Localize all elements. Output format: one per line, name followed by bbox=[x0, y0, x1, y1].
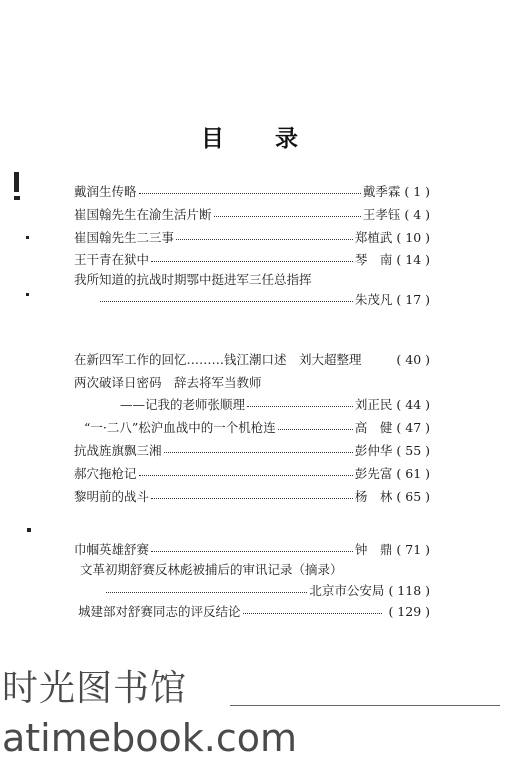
entry-title: 抗战旌旗飘三湘 bbox=[74, 443, 162, 458]
entry-page: ( 17 ) bbox=[396, 292, 430, 307]
entry-page: ( 65 ) bbox=[396, 489, 430, 504]
scan-mark bbox=[14, 172, 19, 192]
entry-author: 杨 林 bbox=[354, 489, 393, 504]
entry-title: 在新四军工作的回忆………钱江潮口述 刘大超整理 bbox=[74, 352, 362, 367]
entry-page: ( 55 ) bbox=[396, 443, 430, 458]
dot-leader bbox=[214, 216, 361, 217]
entry-author: 彭仲华 bbox=[354, 443, 393, 458]
dot-leader bbox=[247, 406, 353, 407]
entry-author: 戴季霖 bbox=[362, 184, 401, 199]
toc-entry[interactable] bbox=[74, 250, 430, 269]
entry-page: ( 1 ) bbox=[404, 184, 430, 199]
toc-entry-title-line[interactable] bbox=[74, 373, 262, 392]
watermark-title: 时光图书馆 bbox=[2, 668, 188, 709]
entry-title: 两次破译日密码 辞去将军当教师 bbox=[74, 375, 262, 390]
entry-author: 郑植武 bbox=[354, 230, 393, 245]
scan-dot bbox=[26, 293, 29, 296]
toc-entry[interactable] bbox=[74, 228, 430, 247]
scan-dot bbox=[26, 236, 29, 239]
dot-leader bbox=[278, 429, 353, 430]
dot-leader bbox=[151, 551, 353, 552]
entry-title: 文革初期舒赛反林彪被捕后的审讯记录（摘录） bbox=[80, 562, 343, 577]
toc-entry[interactable] bbox=[74, 540, 430, 559]
entry-page: ( 10 ) bbox=[396, 230, 430, 245]
toc-entry[interactable] bbox=[84, 418, 430, 437]
entry-title: 城建部对舒赛同志的评反结论 bbox=[78, 604, 241, 619]
toc-entry-continuation[interactable] bbox=[104, 581, 430, 600]
toc-entry[interactable] bbox=[78, 602, 430, 621]
scan-mark bbox=[14, 196, 20, 200]
dot-leader bbox=[139, 193, 361, 194]
dot-leader bbox=[139, 475, 353, 476]
entry-page: ( 14 ) bbox=[396, 252, 430, 267]
entry-author: 彭先富 bbox=[354, 466, 393, 481]
entry-title: 王干青在狱中 bbox=[74, 252, 150, 267]
entry-title: 崔国翰先生二三事 bbox=[74, 230, 175, 245]
entry-title: 黎明前的战斗 bbox=[74, 489, 150, 504]
entry-author: 朱茂凡 bbox=[354, 292, 393, 307]
toc-entry[interactable] bbox=[74, 350, 430, 369]
entry-page: ( 47 ) bbox=[396, 420, 430, 435]
entry-page: ( 4 ) bbox=[404, 207, 430, 222]
entry-author: 王孝钰 bbox=[362, 207, 401, 222]
entry-page: ( 71 ) bbox=[396, 542, 430, 557]
entry-title: 崔国翰先生在渝生活片断 bbox=[74, 207, 212, 222]
toc-entry-title-line[interactable] bbox=[74, 270, 312, 289]
dot-leader bbox=[176, 239, 353, 240]
dot-leader bbox=[106, 592, 307, 593]
entry-title: 郝穴拖枪记 bbox=[74, 466, 137, 481]
watermark-url[interactable]: atimebook.com bbox=[2, 716, 298, 760]
entry-author: 刘正民 bbox=[354, 397, 393, 412]
entry-title: “一·二八”松沪血战中的一个机枪连 bbox=[84, 420, 276, 435]
dot-leader bbox=[100, 301, 353, 302]
entry-page: ( 129 ) bbox=[388, 604, 430, 619]
scan-dot bbox=[27, 528, 31, 532]
entry-page: ( 40 ) bbox=[396, 352, 430, 367]
page-title: 目 录 bbox=[201, 125, 312, 152]
entry-title: 巾帼英雄舒赛 bbox=[74, 542, 150, 557]
entry-title: 我所知道的抗战时期鄂中挺进军三任总指挥 bbox=[74, 272, 312, 287]
toc-entry[interactable] bbox=[74, 441, 430, 460]
entry-page: ( 44 ) bbox=[396, 397, 430, 412]
entry-page: ( 61 ) bbox=[396, 466, 430, 481]
dot-leader bbox=[151, 261, 353, 262]
dot-leader bbox=[164, 452, 353, 453]
divider bbox=[230, 705, 500, 706]
toc-entry[interactable] bbox=[74, 182, 430, 201]
toc-entry[interactable] bbox=[74, 205, 430, 224]
entry-author: 北京市公安局 bbox=[309, 583, 385, 598]
toc-entry-continuation[interactable] bbox=[98, 290, 430, 309]
entry-author: 琴 南 bbox=[354, 252, 393, 267]
entry-title: ——记我的老师张顺理 bbox=[120, 397, 246, 412]
entry-author: 钟 鼎 bbox=[354, 542, 393, 557]
toc-entry[interactable] bbox=[74, 464, 430, 483]
dot-leader bbox=[243, 613, 383, 614]
dot-leader bbox=[151, 498, 353, 499]
entry-page: ( 118 ) bbox=[388, 583, 430, 598]
entry-title: 戴润生传略 bbox=[74, 184, 137, 199]
entry-author: 高 健 bbox=[354, 420, 393, 435]
toc-entry[interactable] bbox=[74, 487, 430, 506]
toc-entry-continuation[interactable] bbox=[120, 395, 430, 414]
toc-entry-title-line[interactable] bbox=[80, 560, 343, 579]
